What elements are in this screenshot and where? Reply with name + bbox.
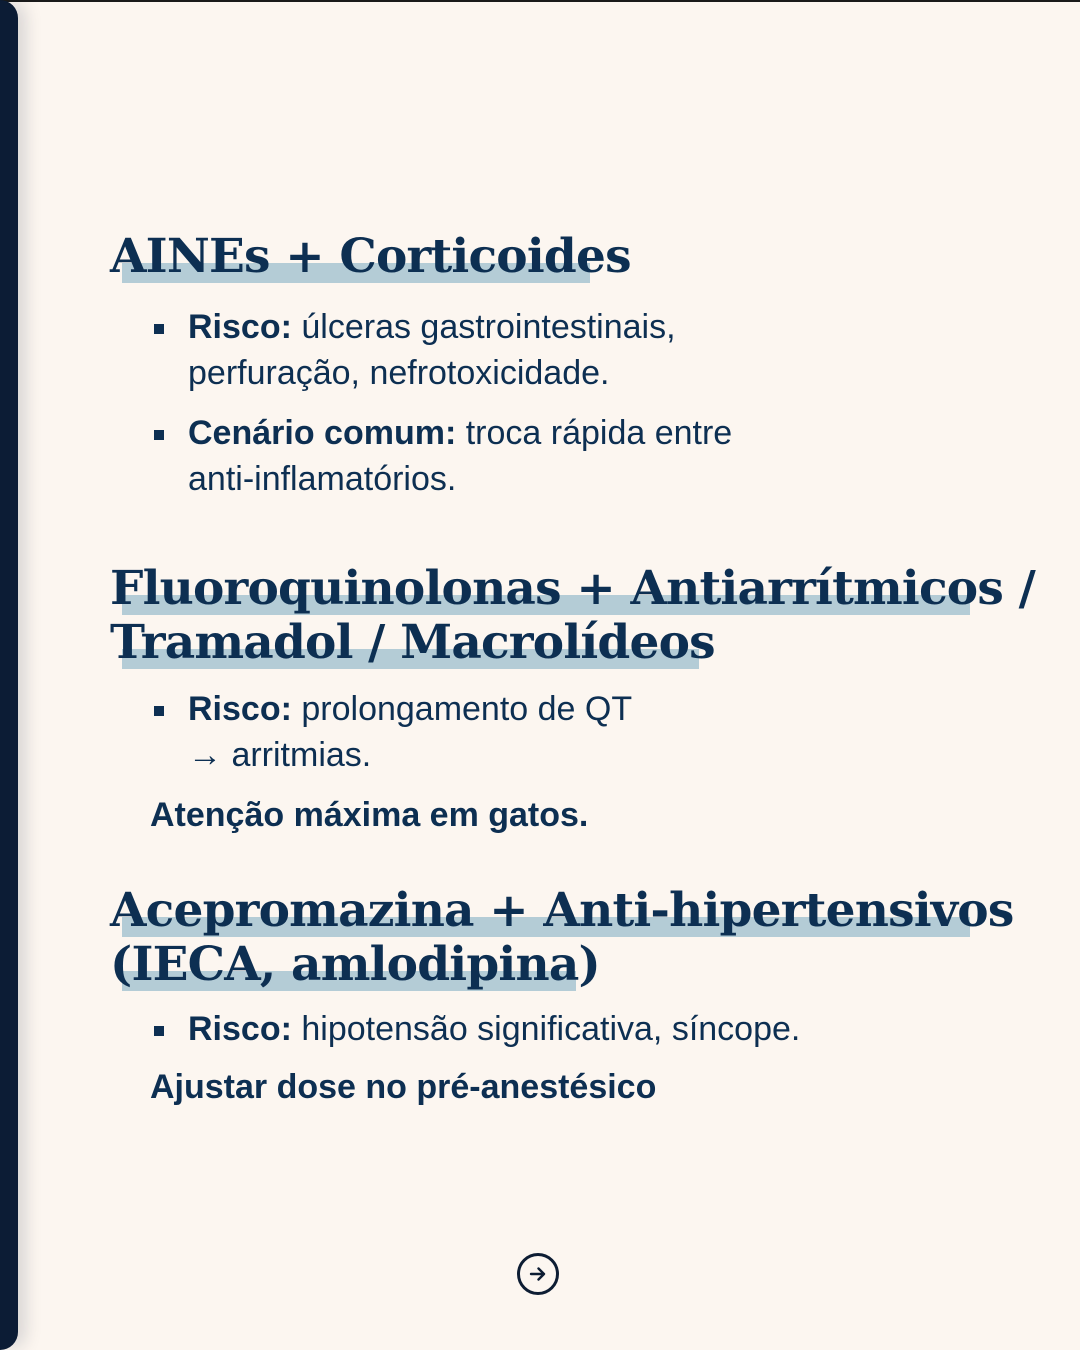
bullet-text: úlceras gastrointestinais, (291, 308, 676, 346)
bullet-text: → arritmias. (188, 736, 372, 774)
bullet-label: Risco: (188, 308, 292, 346)
section-heading (110, 230, 990, 284)
bullet-text: hipotensão significativa, síncope. (291, 1010, 801, 1048)
bullet-text: perfuração, nefrotoxicidade. (188, 354, 610, 392)
bullet-square-icon (154, 1026, 164, 1036)
heading-line: (IECA, amlodipina) (110, 937, 600, 992)
list-item (110, 304, 990, 396)
section-aines-corticoides (110, 230, 990, 502)
bullet-square-icon (154, 324, 164, 334)
bullet-label: Risco: (188, 1010, 292, 1048)
bullet-text: troca rápida entre (456, 414, 733, 452)
section-heading (110, 561, 1035, 670)
bullet-list (110, 686, 990, 778)
bullet-label: Risco: (188, 690, 292, 728)
heading-line: Acepromazina + Anti-hipertensivos (110, 883, 1014, 938)
bullet-label: Cenário comum: (188, 414, 457, 452)
bullet-square-icon (154, 706, 164, 716)
bullet-square-icon (154, 430, 164, 440)
arrow-right-circle-icon (527, 1263, 549, 1285)
bullet-text: prolongamento de QT (291, 690, 633, 728)
bullet-list (110, 1006, 990, 1052)
bullet-text: anti-inflamatórios. (188, 460, 457, 498)
list-item (110, 686, 990, 778)
list-item (110, 410, 990, 502)
section-note: Ajustar dose no pré-anestésico (150, 1068, 657, 1106)
heading-line: AINEs + Corticoides (110, 229, 631, 284)
section-note: Atenção máxima em gatos. (150, 796, 589, 834)
heading-line: Tramadol / Macrolídeos (110, 615, 715, 670)
top-border (0, 0, 1080, 2)
section-fluoroquinolonas (110, 561, 1035, 838)
list-item (110, 1006, 990, 1052)
section-acepromazina (110, 883, 1014, 1110)
left-side-bar (0, 0, 18, 1350)
heading-line: Fluoroquinolonas + Antiarrítmicos / (110, 561, 1035, 616)
bullet-list (110, 304, 990, 502)
next-button[interactable] (517, 1253, 559, 1295)
section-heading (110, 883, 1014, 992)
